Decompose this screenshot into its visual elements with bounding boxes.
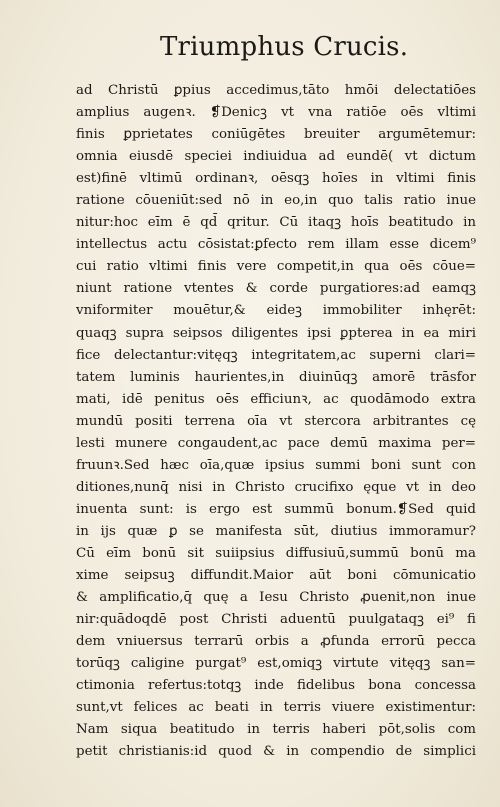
text-line: nitur:hoc eīm ē qd̄ qritur. Cū itaqꝫ hoīs beatitudo in	[76, 215, 476, 231]
text-line: inuenta sunt: is ergo est summū bonum.❡Sed quid	[76, 501, 476, 517]
text-line: amplius augenꝛ. ❡Denicꝫ vt vna ratiōe oēs vltimi	[76, 105, 476, 121]
text-line: finis ꝑprietates coniūgētes breuiter argumētemur:	[76, 127, 476, 143]
text-line: fice delectantur:vitęqꝫ integritatem,ac superni clari=	[76, 347, 476, 363]
text-line: ctimonia refertus:totqꝫ inde fidelibus bona concessa	[76, 678, 476, 694]
text-line: mati, idē penitus oēs efficiunꝛ, ac quodāmodo extra	[76, 391, 476, 407]
body-text	[76, 80, 476, 763]
text-line: vniformiter mouētur,& eideꝫ immobiliter inhęrēt:	[76, 303, 476, 319]
text-line: lesti munere congaudent,ac pace demū maxima per=	[76, 435, 476, 451]
text-line: Nam siqua beatitudo in terris haberi pōt,solis com	[76, 722, 476, 738]
text-line: sunt,vt felices ac beati in terris viuere existimentur:	[76, 700, 476, 716]
text-line: cui ratio vltimi finis vere competit,in qua oēs cōue=	[76, 259, 476, 275]
text-line: fruunꝛ.Sed hæc oīa,quæ ipsius summi boni sunt con	[76, 457, 476, 473]
text-line: & amplificatio,q̄ quę a Iesu Christo ꝓuenit,non inue	[76, 590, 476, 606]
text-line: petit christianis:id quod & in compendio de simplici	[76, 744, 476, 760]
text-line: ad Christū ꝑpius accedimus,tāto hmōi delectatiōes	[76, 83, 476, 98]
text-line: xime seipsuꝫ diffundit.Maior aūt boni cōmunicatio	[76, 568, 476, 584]
text-line: omnia eiusdē speciei indiuidua ad eundē( vt dictum	[76, 149, 476, 165]
text-line: tatem luminis haurientes,in diuinūqꝫ amorē trāsfor	[76, 369, 476, 385]
text-line: torūqꝫ caligine purgat⁹ est,omiqꝫ virtute vitęqꝫ san=	[76, 656, 476, 672]
text-line: in ijs quæ ꝑ se manifesta sūt, diutius immoramur?	[76, 523, 476, 539]
text-line: intellectus actu cōsistat:ꝑfecto rem illam esse dicem⁹	[76, 237, 476, 253]
text-line: est)finē vltimū ordinanꝛ, oēsqꝫ hoīes in vltimi finis	[76, 171, 476, 187]
text-line: ditiones,nunq̄ nisi in Christo crucifixo ęque vt in deo	[76, 479, 476, 495]
text-line: nir:quādoqdē post Christi aduentū puulgataqꝫ ei⁹ fi	[76, 612, 476, 628]
text-line: niunt ratione vtentes & corde purgatiores:ad eamqꝫ	[76, 281, 476, 297]
text-line: Cū eīm bonū sit suiipsius diffusiuū,summū bonū ma	[76, 545, 476, 561]
text-line: quaqꝫ supra seipsos diligentes ipsi ꝑpterea in ea miri	[76, 325, 476, 341]
text-line: mundū positi terrena oīa vt stercora arbitrantes cę	[76, 413, 476, 429]
text-line: ratione cōueniūt:sed nō in eo,in quo talis ratio inue	[76, 193, 476, 209]
text-line: dem vniuersus terrarū orbis a ꝓfunda errorū pecca	[76, 634, 476, 650]
running-title: Triumphus Crucis.	[160, 32, 409, 62]
